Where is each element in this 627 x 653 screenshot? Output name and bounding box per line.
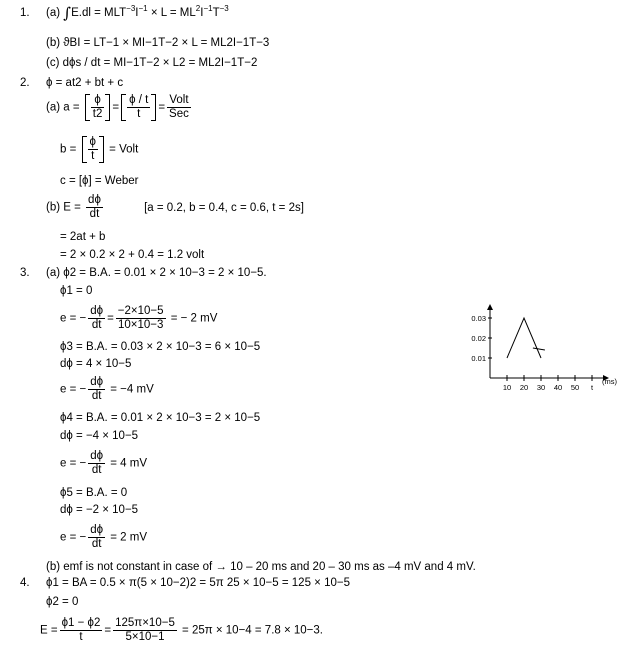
q3-l2: ϕ1 = 0 xyxy=(60,285,93,297)
q3-e2-fn: dϕ xyxy=(90,376,104,388)
q2e-fd: dt xyxy=(89,208,100,220)
q3-number: 3. xyxy=(20,267,30,279)
q1b-text: ϑBI = LT−1 × MI−1T−2 × L = ML2I−1T−3 xyxy=(63,37,270,49)
q2b-line xyxy=(60,136,138,163)
q3-e1-f2n: −2×10−5 xyxy=(117,305,164,317)
q3-l7: ϕ5 = B.A. = 0 xyxy=(60,487,128,499)
q3-l6: dϕ = −4 × 10−5 xyxy=(60,430,139,442)
q2e-given: [a = 0.2, b = 0.4, c = 0.6, t = 2s] xyxy=(144,201,304,214)
q2-line2: = 2 × 0.2 × 2 + 0.4 = 1.2 volt xyxy=(60,249,205,261)
q4-e-lhs: E = xyxy=(40,624,58,637)
q3-e3-rhs: = 4 mV xyxy=(110,457,148,470)
q4-e-f2d: 5×10−1 xyxy=(125,631,165,643)
x-tick-label: 10 xyxy=(502,383,512,392)
q1a-label: (a) xyxy=(46,7,61,19)
q3-e3-lhs: e = − xyxy=(60,457,87,470)
q3-e4-fd: dt xyxy=(91,538,102,550)
q1a-line xyxy=(46,6,229,20)
flux-time-graph xyxy=(465,300,625,400)
q4-e-f1n: ϕ1 − ϕ2 xyxy=(61,617,101,629)
flux-curve xyxy=(507,318,541,358)
q2c-line: c = [ϕ] = Weber xyxy=(60,175,139,187)
curve-mark xyxy=(533,348,545,350)
q2a-bracket1 xyxy=(85,94,111,121)
q4-e-f2n: 125π×10−5 xyxy=(115,617,175,629)
q3-l9: (b) emf is not constant in case of → 10 – 20 ms and 20 – 30 ms as –4 mV and 4 mV. xyxy=(46,561,476,573)
q1a-text: E.dl = MLT xyxy=(71,7,127,19)
q1a-mid2: × L = ML xyxy=(147,7,196,19)
q2e-line xyxy=(46,194,304,221)
q4-e-f1d: t xyxy=(79,631,83,643)
q3-e2-fd: dt xyxy=(91,390,102,402)
q4-l2: ϕ2 = 0 xyxy=(46,596,79,608)
q3-e4-rhs: = 2 mV xyxy=(110,531,148,544)
q2e-label: (b) E = xyxy=(46,201,81,214)
q1b-label: (b) xyxy=(46,37,61,49)
q4-number: 4. xyxy=(20,577,30,589)
q3-e1: e = − $\frac{d\phi}{dt}$ = $\frac{-2\times 10-5}{10\times 10-3}$ = − 2 mV xyxy=(60,305,218,331)
q3-e1-lhs: e = − xyxy=(60,312,87,325)
q1a-mid3: I xyxy=(200,7,204,19)
q1a-exp4: −1 xyxy=(203,4,213,13)
q3-e4 xyxy=(60,524,147,551)
q2-number: 2. xyxy=(20,77,30,89)
q1a-mid1: I xyxy=(135,7,139,19)
q2a-f1n: ϕ xyxy=(91,94,105,108)
q1b-line xyxy=(46,36,269,50)
x-tick-label: 30 xyxy=(536,383,546,392)
q2a-f3n: Volt xyxy=(167,94,191,108)
q3-e4-lhs: e = − xyxy=(60,531,87,544)
q4-e-rhs: = 25π × 10−4 = 7.8 × 10−3. xyxy=(182,624,323,637)
integral-sign: ∫ xyxy=(63,4,72,22)
q3-e1-rhs: = − 2 mV xyxy=(170,312,218,325)
q4-l1: ϕ1 = BA = 0.5 × π(5 × 10−2)2 = 5π 25 × 10−5 = 125 × 10−5 xyxy=(46,577,350,589)
q2b-label: b = xyxy=(60,143,77,156)
y-tick-label: 0.03 xyxy=(471,314,486,323)
q1a-exp5: −3 xyxy=(219,4,229,13)
q3-e3-fd: dt xyxy=(91,464,102,476)
q3-e1-f1d: dt xyxy=(91,319,102,331)
q1-number: 1. xyxy=(20,7,30,19)
q1a-exp3: 2 xyxy=(195,4,201,13)
y-tick-label: 0.01 xyxy=(471,354,486,363)
q3-l5: ϕ4 = B.A. = 0.01 × 2 × 10−3 = 2 × 10−5 xyxy=(60,412,261,424)
x-tick-label: t xyxy=(590,383,594,392)
q3-l8: dϕ = −2 × 10−5 xyxy=(60,504,139,516)
q2b-fd: t xyxy=(91,150,95,162)
q1a-mid4: T xyxy=(212,7,220,19)
x-tick-label: 20 xyxy=(519,383,529,392)
y-tick-label: 0.02 xyxy=(471,334,486,343)
q1c-text: dϕs / dt = MI−1T−2 × L2 = ML2I−1T−2 xyxy=(62,57,258,69)
q2a-f2d: t xyxy=(137,108,141,120)
q2a-f1d: t2 xyxy=(92,108,103,120)
q2e-fn: dϕ xyxy=(88,194,101,206)
q1c-label: (c) xyxy=(46,57,60,69)
q2b-bracket xyxy=(82,136,104,163)
y-axis-arrow xyxy=(487,304,493,310)
q3-e2 xyxy=(60,376,154,403)
q2a-line: (a) a = $\frac{\phi}{t2}$ = $\frac{\phi / t}{t}$ = $\frac{\text{Volt}}{\text{Sec}}$ xyxy=(46,94,189,120)
x-tick-label: 50 xyxy=(570,383,580,392)
q2a-bracket2 xyxy=(121,94,156,121)
q2-eq: ϕ = at2 + bt + c xyxy=(46,77,124,89)
q2b-rhs: = Volt xyxy=(109,143,139,156)
q4-e: E = $\frac{\phi 1 - \phi 2}{t}$ = $\frac{125\pi\times 10-5}{5\times 10-1}$ = 25π × 10−4 = 7.8 × 10−3. xyxy=(40,617,323,643)
q3-e3 xyxy=(60,450,147,477)
q1a-exp1: −3 xyxy=(126,4,136,13)
x-tick-label: 40 xyxy=(553,383,563,392)
q3-l4: dϕ = 4 × 10−5 xyxy=(60,358,132,370)
q1a-exp2: −1 xyxy=(138,4,148,13)
q3-e4-fn: dϕ xyxy=(90,524,104,536)
q2a-label: (a) a = xyxy=(46,101,80,114)
q3-l3: ϕ3 = B.A. = 0.03 × 2 × 10−3 = 6 × 10−5 xyxy=(60,341,261,353)
q3-e3-fn: dϕ xyxy=(90,450,104,462)
q2b-fn: ϕ xyxy=(89,136,96,148)
q2a-f3d: Sec xyxy=(169,108,189,120)
q2-line1: = 2at + b xyxy=(60,231,106,243)
q2a-f2n: ϕ / t xyxy=(129,94,149,106)
q3-e2-lhs: e = − xyxy=(60,383,87,396)
q3-e1-f1n: dϕ xyxy=(90,305,104,317)
q3-l1: (a) ϕ2 = B.A. = 0.01 × 2 × 10−3 = 2 × 10−5. xyxy=(46,267,267,279)
q1c-line xyxy=(46,56,257,70)
q3-e1-f2d: 10×10−3 xyxy=(117,319,164,331)
q3-e2-rhs: = −4 mV xyxy=(110,383,154,396)
x-unit-label: (ms) xyxy=(602,377,617,386)
